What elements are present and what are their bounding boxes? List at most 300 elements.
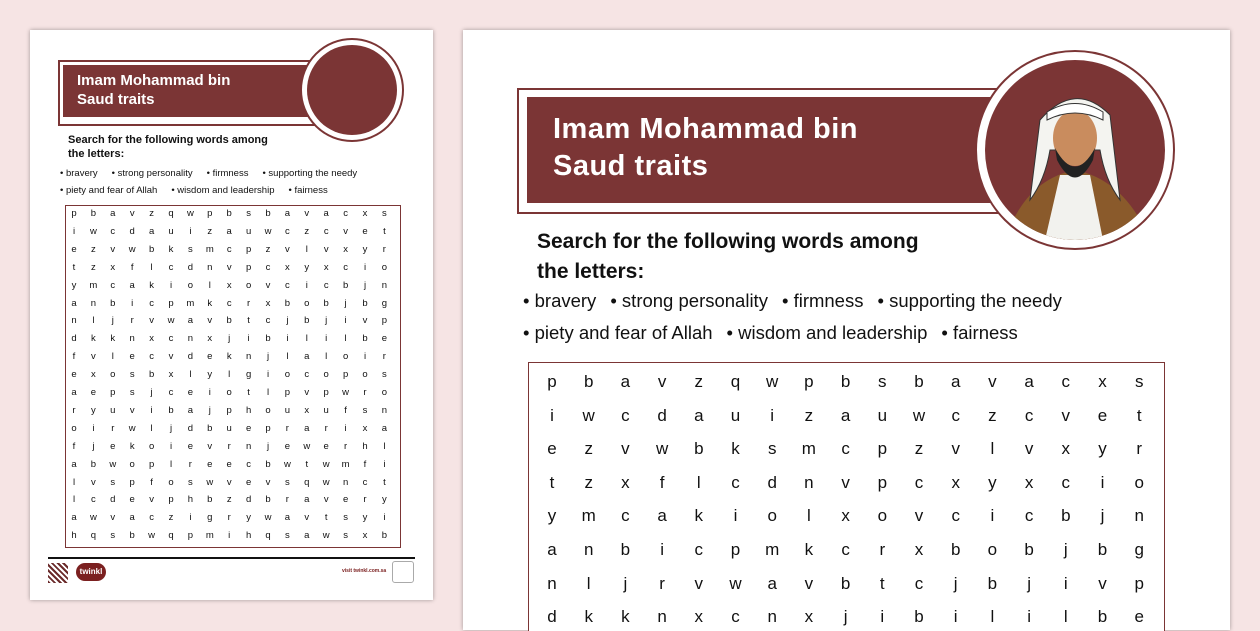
grid-letter[interactable]: c xyxy=(168,261,174,273)
grid-letter[interactable]: v xyxy=(129,404,135,416)
grid-letter[interactable]: a xyxy=(71,387,77,398)
grid-letter[interactable]: k xyxy=(207,297,213,309)
grid-letter[interactable]: e xyxy=(226,458,232,470)
grid-letter[interactable]: o xyxy=(323,369,329,381)
grid-letter[interactable]: c xyxy=(621,405,630,425)
grid-letter[interactable]: p xyxy=(877,472,888,492)
grid-letter[interactable]: w xyxy=(128,243,136,255)
grid-letter[interactable]: r xyxy=(344,440,348,452)
grid-letter[interactable]: u xyxy=(284,404,291,416)
grid-letter[interactable]: j xyxy=(325,315,328,327)
grid-letter[interactable]: p xyxy=(129,476,135,488)
grid-letter[interactable]: w xyxy=(283,458,291,470)
grid-letter[interactable]: b xyxy=(207,494,213,506)
grid-letter[interactable]: v xyxy=(1098,573,1107,593)
grid-letter[interactable]: i xyxy=(92,422,95,434)
grid-letter[interactable]: n xyxy=(71,315,77,327)
grid-letter[interactable]: x xyxy=(285,261,290,273)
grid-letter[interactable]: r xyxy=(285,494,289,506)
grid-letter[interactable]: z xyxy=(91,261,96,273)
grid-letter[interactable]: s xyxy=(110,530,116,542)
grid-letter[interactable]: c xyxy=(226,243,232,255)
grid-letter[interactable]: j xyxy=(843,607,848,627)
grid-letter[interactable]: a xyxy=(304,530,310,542)
grid-letter[interactable]: l xyxy=(208,279,211,291)
grid-letter[interactable]: k xyxy=(804,540,814,559)
grid-letter[interactable]: v xyxy=(988,372,997,391)
grid-letter[interactable]: p xyxy=(71,208,77,219)
grid-letter[interactable]: a xyxy=(304,351,310,363)
grid-letter[interactable]: w xyxy=(264,225,272,237)
grid-letter[interactable]: a xyxy=(148,225,155,237)
grid-letter[interactable]: p xyxy=(148,458,155,470)
grid-letter[interactable]: v xyxy=(841,472,850,492)
grid-letter[interactable]: u xyxy=(226,422,232,434)
grid-letter[interactable]: f xyxy=(363,458,367,470)
grid-letter[interactable]: i xyxy=(953,607,958,627)
grid-letter[interactable]: e xyxy=(129,351,135,363)
grid-letter[interactable]: a xyxy=(694,405,704,425)
grid-letter[interactable]: a xyxy=(840,405,851,425)
grid-letter[interactable]: r xyxy=(72,404,76,416)
grid-letter[interactable]: w xyxy=(148,530,156,542)
grid-letter[interactable]: x xyxy=(149,333,154,345)
grid-letter[interactable]: e xyxy=(1134,607,1144,627)
grid-letter[interactable]: v xyxy=(265,476,271,488)
grid-letter[interactable]: b xyxy=(362,333,368,345)
grid-letter[interactable]: l xyxy=(305,333,308,345)
grid-letter[interactable]: c xyxy=(841,439,850,459)
grid-letter[interactable]: p xyxy=(187,530,194,542)
grid-letter[interactable]: b xyxy=(168,404,174,416)
grid-letter[interactable]: a xyxy=(284,208,291,219)
grid-letter[interactable]: x xyxy=(1061,439,1071,459)
grid-letter[interactable]: l xyxy=(344,333,347,345)
grid-letter[interactable]: e xyxy=(71,369,77,381)
grid-letter[interactable]: d xyxy=(71,333,77,345)
grid-letter[interactable]: l xyxy=(286,351,289,363)
grid-letter[interactable]: l xyxy=(266,387,270,398)
grid-letter[interactable]: i xyxy=(189,512,192,524)
grid-letter[interactable]: c xyxy=(246,458,251,470)
grid-letter[interactable]: p xyxy=(110,387,116,398)
grid-letter[interactable]: i xyxy=(1100,472,1105,492)
grid-letter[interactable]: o xyxy=(129,458,135,470)
grid-letter[interactable]: n xyxy=(547,573,557,593)
grid-letter[interactable]: w xyxy=(342,387,350,398)
grid-letter[interactable]: v xyxy=(168,351,174,363)
grid-letter[interactable]: t xyxy=(324,512,328,524)
grid-letter[interactable]: s xyxy=(1134,372,1144,391)
grid-letter[interactable]: z xyxy=(265,243,271,255)
grid-letter[interactable]: y xyxy=(362,512,368,524)
grid-letter[interactable]: d xyxy=(547,607,557,627)
grid-letter[interactable]: e xyxy=(284,440,291,452)
grid-letter[interactable]: j xyxy=(623,573,628,593)
grid-letter[interactable]: y xyxy=(988,472,997,492)
grid-letter[interactable]: l xyxy=(150,261,153,273)
grid-letter[interactable]: c xyxy=(91,494,96,506)
grid-letter[interactable]: u xyxy=(877,405,888,425)
grid-letter[interactable]: k xyxy=(110,333,116,345)
grid-letter[interactable]: b xyxy=(1097,607,1108,627)
grid-letter[interactable]: b xyxy=(265,458,271,470)
grid-letter[interactable]: b xyxy=(1061,506,1071,526)
grid-letter[interactable]: d xyxy=(129,225,135,237)
grid-letter[interactable]: j xyxy=(228,333,231,345)
grid-letter[interactable]: u xyxy=(245,225,252,237)
grid-letter[interactable]: l xyxy=(111,351,114,363)
grid-letter[interactable]: b xyxy=(265,494,271,506)
grid-letter[interactable]: n xyxy=(342,476,349,488)
grid-letter[interactable]: s xyxy=(767,439,777,459)
grid-letter[interactable]: p xyxy=(265,422,271,434)
grid-letter[interactable]: h xyxy=(245,404,252,416)
grid-letter[interactable]: v xyxy=(362,315,368,327)
grid-letter[interactable]: a xyxy=(71,458,77,470)
grid-letter[interactable]: a xyxy=(71,297,77,309)
grid-letter[interactable]: w xyxy=(322,458,330,470)
grid-letter[interactable]: b xyxy=(90,458,97,470)
grid-letter[interactable]: a xyxy=(950,372,961,391)
grid-letter[interactable]: b xyxy=(914,372,924,391)
grid-letter[interactable]: k xyxy=(91,333,96,345)
grid-letter[interactable]: b xyxy=(914,607,924,627)
grid-letter[interactable]: a xyxy=(110,208,116,219)
grid-letter[interactable]: o xyxy=(148,440,155,452)
grid-letter[interactable]: c xyxy=(951,506,960,526)
grid-letter[interactable]: t xyxy=(1136,405,1142,425)
grid-letter[interactable]: g xyxy=(245,369,252,381)
grid-letter[interactable]: p xyxy=(877,439,888,459)
grid-letter[interactable]: s xyxy=(382,208,387,219)
grid-letter[interactable]: f xyxy=(72,351,76,363)
grid-letter[interactable]: i xyxy=(208,387,211,398)
grid-letter[interactable]: l xyxy=(325,351,328,363)
grid-letter[interactable]: v xyxy=(226,476,232,488)
grid-letter[interactable]: r xyxy=(879,540,886,559)
grid-letter[interactable]: d xyxy=(245,494,252,506)
grid-letter[interactable]: z xyxy=(91,243,96,255)
grid-letter[interactable]: s xyxy=(129,369,135,381)
grid-letter[interactable]: y xyxy=(362,243,368,255)
grid-letter[interactable]: h xyxy=(245,530,252,542)
grid-letter[interactable]: o xyxy=(342,351,349,363)
grid-letter[interactable]: e xyxy=(187,440,194,452)
grid-letter[interactable]: b xyxy=(987,573,998,593)
grid-letter[interactable]: c xyxy=(149,512,154,524)
grid-letter[interactable]: z xyxy=(694,372,704,391)
grid-letter[interactable]: p xyxy=(1134,573,1144,593)
grid-letter[interactable]: p xyxy=(381,315,388,327)
grid-letter[interactable]: r xyxy=(363,387,367,398)
worksheet-thumbnail[interactable] xyxy=(30,30,433,600)
grid-letter[interactable]: l xyxy=(1063,607,1068,627)
grid-letter[interactable]: b xyxy=(226,315,232,327)
footer-url[interactable]: visit twinkl.com.sa xyxy=(342,568,387,574)
grid-letter[interactable]: a xyxy=(323,208,329,219)
grid-letter[interactable]: d xyxy=(187,261,194,273)
grid-letter[interactable]: r xyxy=(247,297,251,309)
grid-letter[interactable]: p xyxy=(342,369,349,381)
grid-letter[interactable]: o xyxy=(362,369,368,381)
grid-letter[interactable]: n xyxy=(767,607,777,627)
grid-letter[interactable]: a xyxy=(620,372,631,391)
grid-letter[interactable]: c xyxy=(168,333,174,345)
grid-letter[interactable]: t xyxy=(247,387,250,398)
grid-letter[interactable]: i xyxy=(1063,573,1068,593)
grid-letter[interactable]: p xyxy=(207,208,213,219)
grid-letter[interactable]: a xyxy=(226,225,232,237)
grid-letter[interactable]: a xyxy=(71,512,77,524)
grid-letter[interactable]: i xyxy=(189,225,192,237)
grid-letter[interactable]: i xyxy=(150,404,153,416)
grid-letter[interactable]: s xyxy=(343,530,348,542)
grid-letter[interactable]: v xyxy=(91,351,96,363)
grid-letter[interactable]: m xyxy=(205,530,214,542)
grid-letter[interactable]: x xyxy=(362,530,368,542)
grid-letter[interactable]: j xyxy=(266,440,270,452)
grid-letter[interactable]: y xyxy=(547,506,557,526)
grid-letter[interactable]: j xyxy=(150,387,153,398)
grid-letter[interactable]: j xyxy=(1100,506,1105,526)
grid-letter[interactable]: l xyxy=(586,573,591,593)
grid-letter[interactable]: t xyxy=(549,472,555,492)
grid-letter[interactable]: g xyxy=(207,512,213,524)
grid-letter[interactable]: c xyxy=(362,476,368,488)
grid-letter[interactable]: b xyxy=(323,297,329,309)
grid-letter[interactable]: n xyxy=(129,333,135,345)
grid-letter[interactable]: x xyxy=(265,297,271,309)
grid-letter[interactable]: w xyxy=(89,512,97,524)
grid-letter[interactable]: l xyxy=(92,315,95,327)
grid-letter[interactable]: t xyxy=(383,476,386,488)
grid-letter[interactable]: d xyxy=(110,494,116,506)
grid-letter[interactable]: a xyxy=(284,512,291,524)
grid-letter[interactable]: j xyxy=(1063,540,1068,559)
grid-letter[interactable]: p xyxy=(245,261,252,273)
grid-letter[interactable]: x xyxy=(694,607,704,627)
grid-letter[interactable]: x xyxy=(951,472,960,492)
grid-letter[interactable]: i xyxy=(770,405,775,425)
grid-letter[interactable]: e xyxy=(187,387,194,398)
grid-letter[interactable]: q xyxy=(90,530,97,542)
grid-letter[interactable]: i xyxy=(660,540,664,559)
grid-letter[interactable]: x xyxy=(1024,472,1034,492)
grid-letter[interactable]: i xyxy=(990,506,995,526)
grid-letter[interactable]: o xyxy=(767,506,777,526)
grid-letter[interactable]: c xyxy=(110,279,116,291)
grid-letter[interactable]: v xyxy=(914,506,924,526)
grid-letter[interactable]: v xyxy=(110,243,116,255)
grid-letter[interactable]: d xyxy=(187,351,194,363)
grid-letter[interactable]: l xyxy=(305,243,308,255)
grid-letter[interactable]: f xyxy=(344,404,347,416)
grid-letter[interactable]: r xyxy=(324,422,328,434)
grid-letter[interactable]: w xyxy=(303,440,311,452)
grid-letter[interactable]: c xyxy=(323,225,329,237)
grid-letter[interactable]: r xyxy=(188,458,192,470)
grid-letter[interactable]: s xyxy=(188,476,193,488)
grid-letter[interactable]: a xyxy=(129,512,135,524)
grid-letter[interactable]: k xyxy=(621,607,630,627)
grid-letter[interactable]: l xyxy=(228,369,231,381)
grid-letter[interactable]: b xyxy=(265,333,271,345)
grid-letter[interactable]: r xyxy=(130,315,134,327)
grid-letter[interactable]: i xyxy=(72,225,76,237)
grid-letter[interactable]: n xyxy=(657,607,667,627)
grid-letter[interactable]: p xyxy=(804,372,814,391)
grid-letter[interactable]: y xyxy=(246,512,251,524)
grid-letter[interactable]: g xyxy=(1134,540,1144,559)
grid-letter[interactable]: h xyxy=(187,494,194,506)
grid-letter[interactable]: v xyxy=(285,243,290,255)
grid-letter[interactable]: h xyxy=(71,530,77,542)
grid-letter[interactable]: o xyxy=(265,404,271,416)
grid-letter[interactable]: i xyxy=(1027,607,1031,627)
grid-letter[interactable]: x xyxy=(841,506,850,526)
grid-letter[interactable]: v xyxy=(1024,439,1034,459)
grid-letter[interactable]: i xyxy=(169,440,173,452)
grid-letter[interactable]: b xyxy=(950,540,961,559)
grid-letter[interactable]: c xyxy=(914,573,924,593)
grid-letter[interactable]: r xyxy=(227,512,231,524)
grid-letter[interactable]: e xyxy=(207,458,213,470)
grid-letter[interactable]: i xyxy=(383,512,386,524)
grid-letter[interactable]: o xyxy=(226,387,232,398)
grid-letter[interactable]: w xyxy=(322,476,330,488)
grid-letter[interactable]: a xyxy=(129,279,135,291)
grid-letter[interactable]: o xyxy=(284,369,291,381)
grid-letter[interactable]: c xyxy=(914,472,924,492)
grid-letter[interactable]: j xyxy=(169,422,173,434)
grid-letter[interactable]: i xyxy=(286,333,289,345)
grid-letter[interactable]: t xyxy=(72,261,76,273)
grid-letter[interactable]: i xyxy=(880,607,885,627)
grid-letter[interactable]: k xyxy=(694,506,704,526)
grid-letter[interactable]: k xyxy=(129,440,135,452)
grid-letter[interactable]: n xyxy=(245,440,252,452)
grid-letter[interactable]: n xyxy=(90,297,97,309)
grid-letter[interactable]: d xyxy=(657,405,667,425)
grid-letter[interactable]: y xyxy=(71,279,77,291)
grid-letter[interactable]: q xyxy=(730,372,741,391)
grid-letter[interactable]: s xyxy=(129,387,135,398)
grid-letter[interactable]: i xyxy=(325,333,328,345)
grid-letter[interactable]: r xyxy=(659,573,665,593)
grid-letter[interactable]: y xyxy=(207,369,213,381)
grid-letter[interactable]: l xyxy=(189,369,192,381)
grid-letter[interactable]: b xyxy=(110,297,116,309)
grid-letter[interactable]: b xyxy=(342,279,349,291)
grid-letter[interactable]: w xyxy=(109,458,117,470)
grid-letter[interactable]: r xyxy=(363,494,367,506)
grid-letter[interactable]: i xyxy=(383,458,386,470)
grid-letter[interactable]: q xyxy=(168,530,174,542)
grid-letter[interactable]: i xyxy=(228,530,231,542)
grid-letter[interactable]: z xyxy=(988,405,997,425)
grid-letter[interactable]: o xyxy=(168,476,174,488)
grid-letter[interactable]: x xyxy=(91,369,96,381)
grid-letter[interactable]: e xyxy=(362,225,368,237)
grid-letter[interactable]: w xyxy=(128,422,136,434)
grid-letter[interactable]: o xyxy=(1134,472,1144,492)
grid-letter[interactable]: f xyxy=(130,261,134,273)
grid-letter[interactable]: b xyxy=(362,297,368,309)
grid-letter[interactable]: e xyxy=(1097,405,1108,425)
grid-letter[interactable]: l xyxy=(383,440,386,452)
grid-letter[interactable]: n xyxy=(583,540,594,559)
grid-letter[interactable]: r xyxy=(382,351,386,363)
grid-letter[interactable]: x xyxy=(343,243,348,255)
grid-letter[interactable]: w xyxy=(89,225,97,237)
grid-letter[interactable]: c xyxy=(149,297,154,309)
grid-letter[interactable]: v xyxy=(304,512,310,524)
grid-letter[interactable]: u xyxy=(168,225,174,237)
grid-letter[interactable]: w xyxy=(912,405,926,425)
grid-letter[interactable]: s xyxy=(362,404,368,416)
grid-letter[interactable]: j xyxy=(92,440,95,452)
grid-letter[interactable]: k xyxy=(168,243,174,255)
grid-letter[interactable]: a xyxy=(767,573,777,593)
grid-letter[interactable]: i xyxy=(169,279,173,291)
grid-letter[interactable]: c xyxy=(285,279,290,291)
grid-letter[interactable]: x xyxy=(304,404,310,416)
grid-letter[interactable]: s xyxy=(188,243,193,255)
grid-letter[interactable]: t xyxy=(247,315,250,327)
grid-letter[interactable]: m xyxy=(205,243,214,255)
grid-letter[interactable]: e xyxy=(323,440,329,452)
grid-letter[interactable]: m xyxy=(581,506,596,526)
grid-letter[interactable]: z xyxy=(304,225,310,237)
grid-letter[interactable]: q xyxy=(304,476,310,488)
grid-letter[interactable]: c xyxy=(168,387,174,398)
grid-letter[interactable]: o xyxy=(987,540,998,559)
grid-letter[interactable]: x xyxy=(1098,372,1107,391)
grid-letter[interactable]: w xyxy=(186,208,194,219)
grid-letter[interactable]: t xyxy=(383,225,386,237)
grid-letter[interactable]: v xyxy=(226,261,232,273)
grid-letter[interactable]: z xyxy=(168,512,174,524)
grid-letter[interactable]: v xyxy=(129,208,135,219)
grid-letter[interactable]: e xyxy=(129,494,135,506)
grid-letter[interactable]: y xyxy=(91,404,96,416)
grid-letter[interactable]: r xyxy=(382,243,386,255)
grid-letter[interactable]: l xyxy=(696,472,701,492)
grid-letter[interactable]: t xyxy=(879,573,885,593)
grid-letter[interactable]: e xyxy=(110,440,116,452)
grid-letter[interactable]: o xyxy=(110,369,116,381)
grid-letter[interactable]: b xyxy=(840,372,851,391)
grid-letter[interactable]: b xyxy=(148,369,155,381)
grid-letter[interactable]: i xyxy=(363,261,367,273)
grid-letter[interactable]: m xyxy=(341,458,350,470)
grid-letter[interactable]: k xyxy=(149,279,154,291)
grid-letter[interactable]: j xyxy=(1027,573,1031,593)
grid-letter[interactable]: b xyxy=(840,573,851,593)
grid-letter[interactable]: v xyxy=(657,372,667,391)
grid-letter[interactable]: i xyxy=(305,279,308,291)
grid-letter[interactable]: o xyxy=(304,297,310,309)
grid-letter[interactable]: n xyxy=(245,351,252,363)
grid-letter[interactable]: x xyxy=(621,472,630,492)
grid-letter[interactable]: c xyxy=(694,540,704,559)
grid-letter[interactable]: f xyxy=(72,440,76,452)
grid-letter[interactable]: n xyxy=(187,333,194,345)
grid-letter[interactable]: z xyxy=(149,208,154,219)
grid-letter[interactable]: e xyxy=(90,387,97,398)
grid-letter[interactable]: b xyxy=(148,243,155,255)
